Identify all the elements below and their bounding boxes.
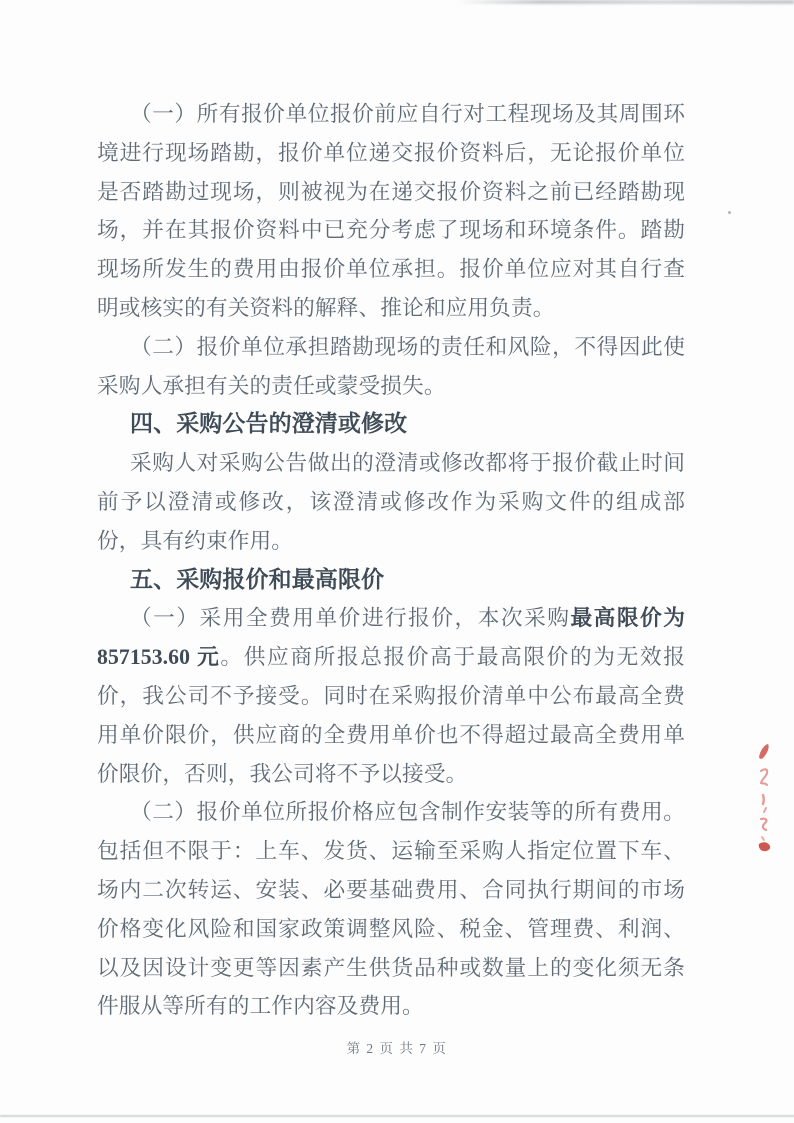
heading-section-4-clarification: 四、采购公告的澄清或修改	[130, 411, 408, 437]
stamp-stroke-tick-1	[763, 795, 764, 804]
paragraph-site-survey: （一）所有报价单位报价前应自行对工程现场及其周围环境进行现场踏勘，报价单位递交报价资料后，无论报价单位是否踏勘过现场，则被视为在递交报价资料之前已经踏勘现场，并在其报价资料中已充分考虑了现场和环境条件。踏勘现场所发生的费用由报价单位承担。报价单位应对其自行查明或核实的有关资料的解释、推论和应用负责。	[97, 102, 685, 320]
page-number-label: 第 2 页 共 7 页	[346, 1041, 448, 1056]
red-stamp-fragment	[751, 741, 781, 853]
stamp-stroke-tick-2	[764, 808, 766, 812]
max-price-trailing-text: 。供应商所报总报价高于最高限价的为无效报价，我公司不予接受。同时在采购报价清单中公布最高全费用单价限价，供应商的全费用单价也不得超过最高全费用单价限价，否则，我公司将不予以接受。	[97, 645, 685, 786]
document-body	[97, 95, 685, 1026]
stamp-stroke-squiggle-1	[761, 769, 767, 785]
max-price-bold-value: 最高限价为 857153.60 元	[97, 606, 685, 670]
max-price-lead-text: （一）采用全费用单价进行报价，本次采购	[130, 606, 571, 631]
paragraph-clarification-rule: 采购人对采购公告做出的澄清或修改都将于报价截止时间前予以澄清或修改，该澄清或修改作为采购文件的组成部份，具有约束作用。	[97, 451, 685, 553]
stamp-stroke-bottom-blob	[759, 842, 770, 851]
paragraph-cost-inclusions: （二）报价单位所报价格应包含制作安装等的所有费用。包括但不限于：上车、发货、运输至采购人指定位置下车、场内二次转运、安装、必要基础费用、合同执行期间的市场价格变化风险和国家政策调整风险、税金、管理费、利润、以及因设计变更等因素产生供货品种或数量上的变化须无条件服从等所有的工作内容及费用。	[97, 800, 685, 1019]
paragraph-max-price	[97, 599, 685, 793]
stamp-stroke-top	[759, 744, 769, 759]
scan-artifact-bottom-edge	[0, 1115, 794, 1117]
stamp-stroke-tick-3	[762, 837, 764, 840]
paragraph-survey-liability: （二）报价单位承担踏勘现场的责任和风险，不得因此使采购人承担有关的责任或蒙受损失。	[97, 334, 685, 398]
heading-section-5-price-limit: 五、采购报价和最高限价	[130, 566, 385, 592]
scan-speck	[728, 211, 731, 214]
stamp-stroke-squiggle-2	[761, 819, 766, 830]
scan-artifact-top-edge	[456, 0, 794, 4]
